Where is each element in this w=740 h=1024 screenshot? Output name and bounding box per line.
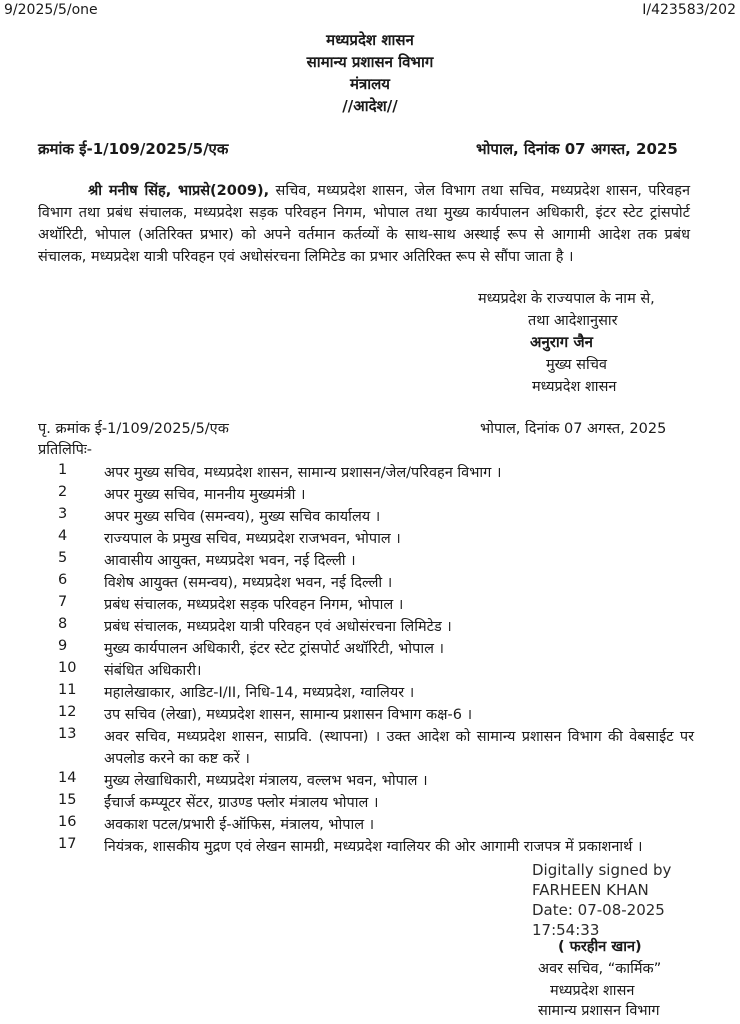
list-item-text: राज्यपाल के प्रमुख सचिव, मध्यप्रदेश राजभवन, भोपाल ।: [104, 531, 401, 547]
digital-signature-line2: FARHEEN KHAN: [532, 881, 649, 899]
list-item-text: उप सचिव (लेखा), मध्यप्रदेश शासन, सामान्य प्रशासन विभाग कक्ष-6 ।: [104, 707, 473, 723]
digital-signature-line1: Digitally signed by: [532, 861, 672, 879]
signatory1-name: अनुराग जैन: [530, 333, 593, 351]
list-item-number: 9: [58, 638, 68, 654]
list-item-number: 14: [58, 770, 77, 786]
endorsement-place-date: भोपाल, दिनांक 07 अगस्त, 2025: [480, 421, 667, 437]
list-item-number: 1: [58, 462, 68, 478]
list-item-number: 6: [58, 572, 68, 588]
list-item-text: मुख्य लेखाधिकारी, मध्यप्रदेश मंत्रालय, वल्लभ भवन, भोपाल ।: [104, 773, 428, 789]
list-item-number: 2: [58, 484, 68, 500]
copy-label: प्रतिलिपिः-: [38, 442, 93, 458]
signatory1-office: मध्यप्रदेश शासन: [532, 379, 617, 395]
list-item-number: 13: [58, 726, 77, 742]
officer-name: श्री मनीष सिंह, भाप्रसे(2009),: [88, 183, 270, 199]
order-body: [38, 180, 690, 268]
signatory2-department: सामान्य प्रशासन विभाग: [538, 1003, 660, 1019]
list-item-number: 16: [58, 814, 77, 830]
list-item-text: मुख्य कार्यपालन अधिकारी, इंटर स्टेट ट्रांसपोर्ट अथॉरिटी, भोपाल ।: [104, 641, 445, 657]
list-item-number: 8: [58, 616, 68, 632]
list-item-number: 4: [58, 528, 68, 544]
list-item-number: 10: [58, 660, 77, 676]
list-item-text: अपर मुख्य सचिव, माननीय मुख्यमंत्री ।: [104, 487, 306, 503]
list-item-text: अपर मुख्य सचिव, मध्यप्रदेश शासन, सामान्य प्रशासन/जेल/परिवहन विभाग ।: [104, 465, 502, 481]
list-item-text: ईंचार्ज कम्प्यूटर सेंटर, ग्राउण्ड फ्लोर मंत्रालय भोपाल ।: [104, 795, 379, 811]
digital-signature-line3: Date: 07-08-2025: [532, 901, 665, 919]
order-body-text: सचिव, मध्यप्रदेश शासन, जेल विभाग तथा सचिव, मध्यप्रदेश शासन, परिवहन विभाग तथा प्रबंध संचालक, मध्यप्रदेश सड़क परिवहन निगम, भोपाल तथा मुख्य कार्यपालन अधिकारी, इंटर स्टेट ट्रांसपोर्ट अथॉरिटी, भोपाल (अतिरिक्त प्रभार) को अपने वर्तमान कर्तव्यों के साथ-साथ अस्थाई रूप से आगामी आदेश तक प्रबंध संचालक, मध्यप्रदेश यात्री परिवहन एवं अधोसंरचना लिमिटेड का प्रभार अतिरिक्त रूप से सौंपा जाता है ।: [38, 183, 690, 265]
signatory2-name: ( फरहीन खान): [558, 939, 642, 955]
list-item-text: नियंत्रक, शासकीय मुद्रण एवं लेखन सामग्री, मध्यप्रदेश ग्वालियर की ओर आगामी राजपत्र में प्रकाशनार्थ ।: [104, 839, 643, 855]
order-number: क्रमांक ई-1/109/2025/5/एक: [38, 140, 229, 158]
signatory1-line2: तथा आदेशानुसार: [528, 313, 618, 329]
list-item-text: महालेखाकार, आडिट-I/II, निधि-14, मध्यप्रदेश, ग्वालियर ।: [104, 685, 415, 701]
signatory1-designation: मुख्य सचिव: [546, 357, 607, 373]
list-item-number: 11: [58, 682, 77, 698]
digital-signature-line4: 17:54:33: [532, 921, 600, 939]
list-item-text: अवकाश पटल/प्रभारी ई-ऑफिस, मंत्रालय, भोपाल ।: [104, 817, 375, 833]
order-place-date: भोपाल, दिनांक 07 अगस्त, 2025: [476, 140, 678, 158]
list-item-text: विशेष आयुक्त (समन्वय), मध्यप्रदेश भवन, नई दिल्ली ।: [104, 575, 393, 591]
signatory1-line1: मध्यप्रदेश के राज्यपाल के नाम से,: [478, 291, 655, 307]
list-item-number: 3: [58, 506, 68, 522]
list-item-text: अवर सचिव, मध्यप्रदेश शासन, साप्रवि. (स्थापना) । उक्त आदेश को सामान्य प्रशासन विभाग की वेबसाईट पर अपलोड करने का कष्ट करें ।: [104, 729, 694, 767]
list-item-text: संबंधित अधिकारी।: [104, 663, 202, 679]
header-department: सामान्य प्रशासन विभाग: [306, 53, 434, 71]
list-item-number: 5: [58, 550, 68, 566]
digital-signature: [532, 860, 671, 940]
header-state: मध्यप्रदेश शासन: [326, 31, 414, 49]
signatory2-designation: अवर सचिव, “कार्मिक”: [538, 961, 662, 977]
list-item-number: 7: [58, 594, 68, 610]
list-item-text: अपर मुख्य सचिव (समन्वय), मुख्य सचिव कार्यालय ।: [104, 509, 381, 525]
list-item-number: 15: [58, 792, 77, 808]
list-item-text: प्रबंध संचालक, मध्यप्रदेश यात्री परिवहन एवं अधोसंरचना लिमिटेड ।: [104, 619, 452, 635]
list-item-number: 12: [58, 704, 77, 720]
list-item-number: 17: [58, 836, 77, 852]
header-order-title: //आदेश//: [342, 97, 398, 115]
header-ministry: मंत्रालय: [349, 75, 390, 93]
file-ref-left: 9/2025/5/one: [4, 2, 98, 18]
list-item-text: आवासीय आयुक्त, मध्यप्रदेश भवन, नई दिल्ली ।: [104, 553, 356, 569]
signatory2-office: मध्यप्रदेश शासन: [550, 983, 635, 999]
list-item-text: प्रबंध संचालक, मध्यप्रदेश सड़क परिवहन निगम, भोपाल ।: [104, 597, 404, 613]
file-ref-right: I/423583/202: [642, 2, 736, 18]
endorsement-number: पृ. क्रमांक ई-1/109/2025/5/एक: [38, 421, 229, 437]
